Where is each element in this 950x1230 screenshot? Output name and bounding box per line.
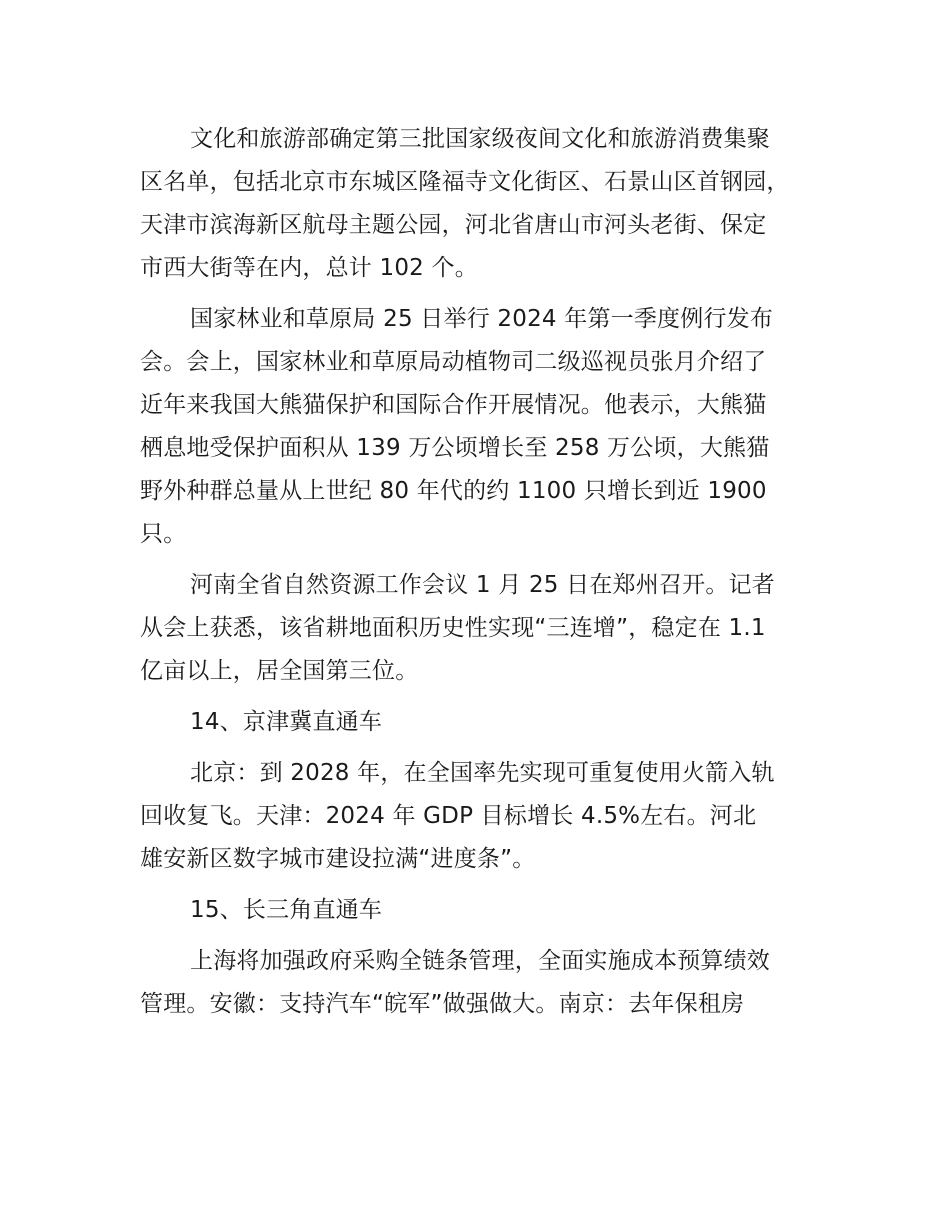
text-line: 国家林业和草原局 25 日举行 2024 年第一季度例行发布	[190, 306, 774, 332]
text-line: 野外种群总量从上世纪 80 年代的约 1100 只增长到近 1900	[140, 478, 767, 504]
text-line: 市西大街等在内，总计 102 个。	[140, 255, 478, 281]
section-heading-jingjinji: 14、京津冀直通车	[190, 709, 383, 735]
text-line: 区名单，包括北京市东城区隆福寺文化街区、石景山区首钢园，	[140, 169, 790, 195]
text-line: 文化和旅游部确定第三批国家级夜间文化和旅游消费集聚	[190, 126, 770, 152]
text-line: 栖息地受保护面积从 139 万公顷增长至 258 万公顷，大熊猫	[140, 435, 770, 461]
text-line: 管理。安徽：支持汽车“皖军”做强做大。南京：去年保租房	[140, 991, 745, 1017]
paragraph-giant-panda	[140, 298, 812, 556]
section-heading-yangtze-delta: 15、长三角直通车	[190, 897, 383, 923]
text-line: 雄安新区数字城市建设拉满“进度条”。	[140, 846, 536, 872]
paragraph-night-culture-tourism	[140, 118, 812, 290]
text-line: 从会上获悉，该省耕地面积历史性实现“三连增”，稳定在 1.1	[140, 615, 766, 641]
text-line: 近年来我国大熊猫保护和国际合作开展情况。他表示，大熊猫	[140, 392, 767, 418]
text-line: 亿亩以上，居全国第三位。	[140, 658, 419, 684]
paragraph-jingjinji	[140, 752, 812, 881]
text-line: 上海将加强政府采购全链条管理，全面实施成本预算绩效	[190, 948, 770, 974]
text-line: 会。会上，国家林业和草原局动植物司二级巡视员张月介绍了	[140, 349, 767, 375]
text-line: 只。	[140, 521, 187, 547]
text-line: 河南全省自然资源工作会议 1 月 25 日在郑州召开。记者	[190, 572, 775, 598]
paragraph-henan-farmland	[140, 564, 812, 693]
paragraph-yangtze-delta	[140, 940, 812, 1026]
text-line: 北京：到 2028 年，在全国率先实现可重复使用火箭入轨	[190, 760, 775, 786]
text-line: 天津市滨海新区航母主题公园，河北省唐山市河头老街、保定	[140, 212, 767, 238]
text-line: 回收复飞。天津：2024 年 GDP 目标增长 4.5%左右。河北	[140, 803, 757, 829]
document-body	[140, 118, 812, 1034]
